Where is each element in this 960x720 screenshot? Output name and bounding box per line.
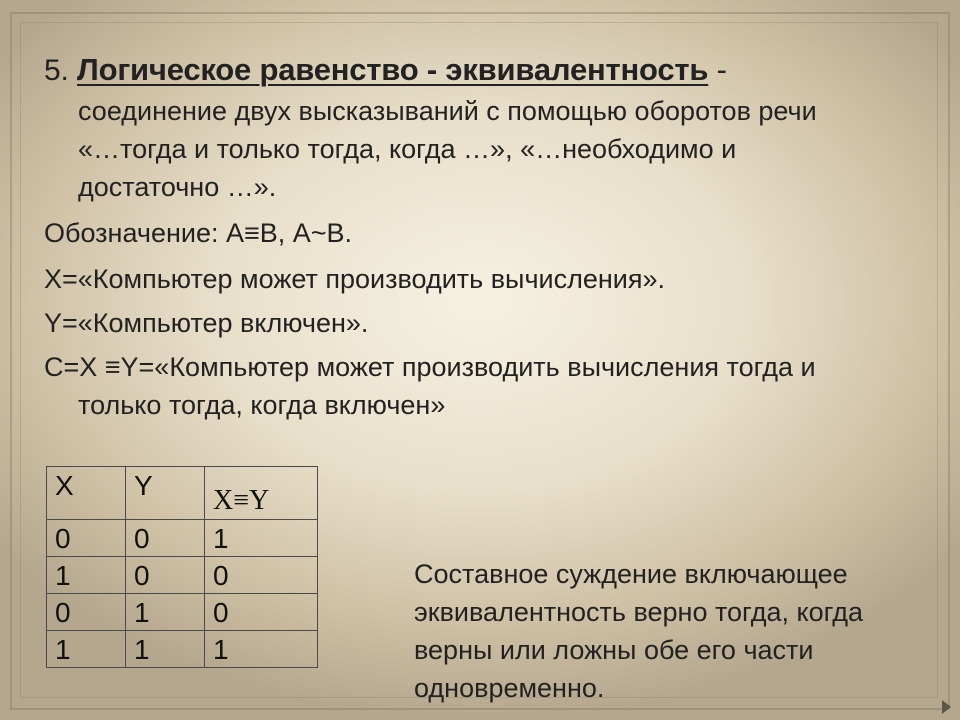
c-definition-line-2: только тогда, когда включен» <box>78 390 446 420</box>
title-dash: - <box>708 52 727 87</box>
table-cell: 1 <box>126 631 205 668</box>
definition-line-1: соединение двух высказываний с помощью оборотов речи <box>78 96 817 126</box>
notation-line: Обозначение: А≡В, А~В. <box>44 218 353 248</box>
definition-line-2: «…тогда и только тогда, когда …», «…необходимо и <box>78 134 737 164</box>
title-heading: Логическое равенство - эквивалентность <box>77 52 709 87</box>
table-row <box>47 520 318 557</box>
table-cell: 0 <box>205 594 318 631</box>
truth-table <box>46 466 318 668</box>
c-definition-line-1: С=Х ≡Y=«Компьютер может производить вычисления тогда и <box>44 352 816 382</box>
note-line-2: эквивалентность верно тогда, когда <box>414 597 864 627</box>
note-line-4: одновременно. <box>414 673 605 703</box>
y-definition: Y=«Компьютер включен». <box>44 308 369 338</box>
header-y: Y <box>126 467 205 520</box>
table-row <box>47 557 318 594</box>
table-cell: 0 <box>126 520 205 557</box>
table-row <box>47 631 318 668</box>
note-line-1: Составное суждение включающее <box>414 559 848 589</box>
table-row <box>47 594 318 631</box>
slide-title <box>44 52 727 88</box>
table-cell: 1 <box>205 631 318 668</box>
table-cell: 0 <box>47 594 126 631</box>
table-cell: 1 <box>47 557 126 594</box>
table-cell: 1 <box>126 594 205 631</box>
header-x: X <box>47 467 126 520</box>
table-cell: 0 <box>47 520 126 557</box>
note-line-3: верны или ложны обе его части <box>414 635 814 665</box>
definition-line-3: достаточно …». <box>78 172 277 202</box>
truth-table-header <box>47 467 318 520</box>
header-x-equiv-y: X≡Y <box>205 467 318 520</box>
next-slide-arrow-icon[interactable] <box>942 700 951 714</box>
table-cell: 0 <box>205 557 318 594</box>
table-cell: 1 <box>205 520 318 557</box>
x-definition: X=«Компьютер может производить вычисления». <box>44 264 666 294</box>
title-number: 5. <box>44 54 69 87</box>
table-cell: 1 <box>47 631 126 668</box>
table-cell: 0 <box>126 557 205 594</box>
